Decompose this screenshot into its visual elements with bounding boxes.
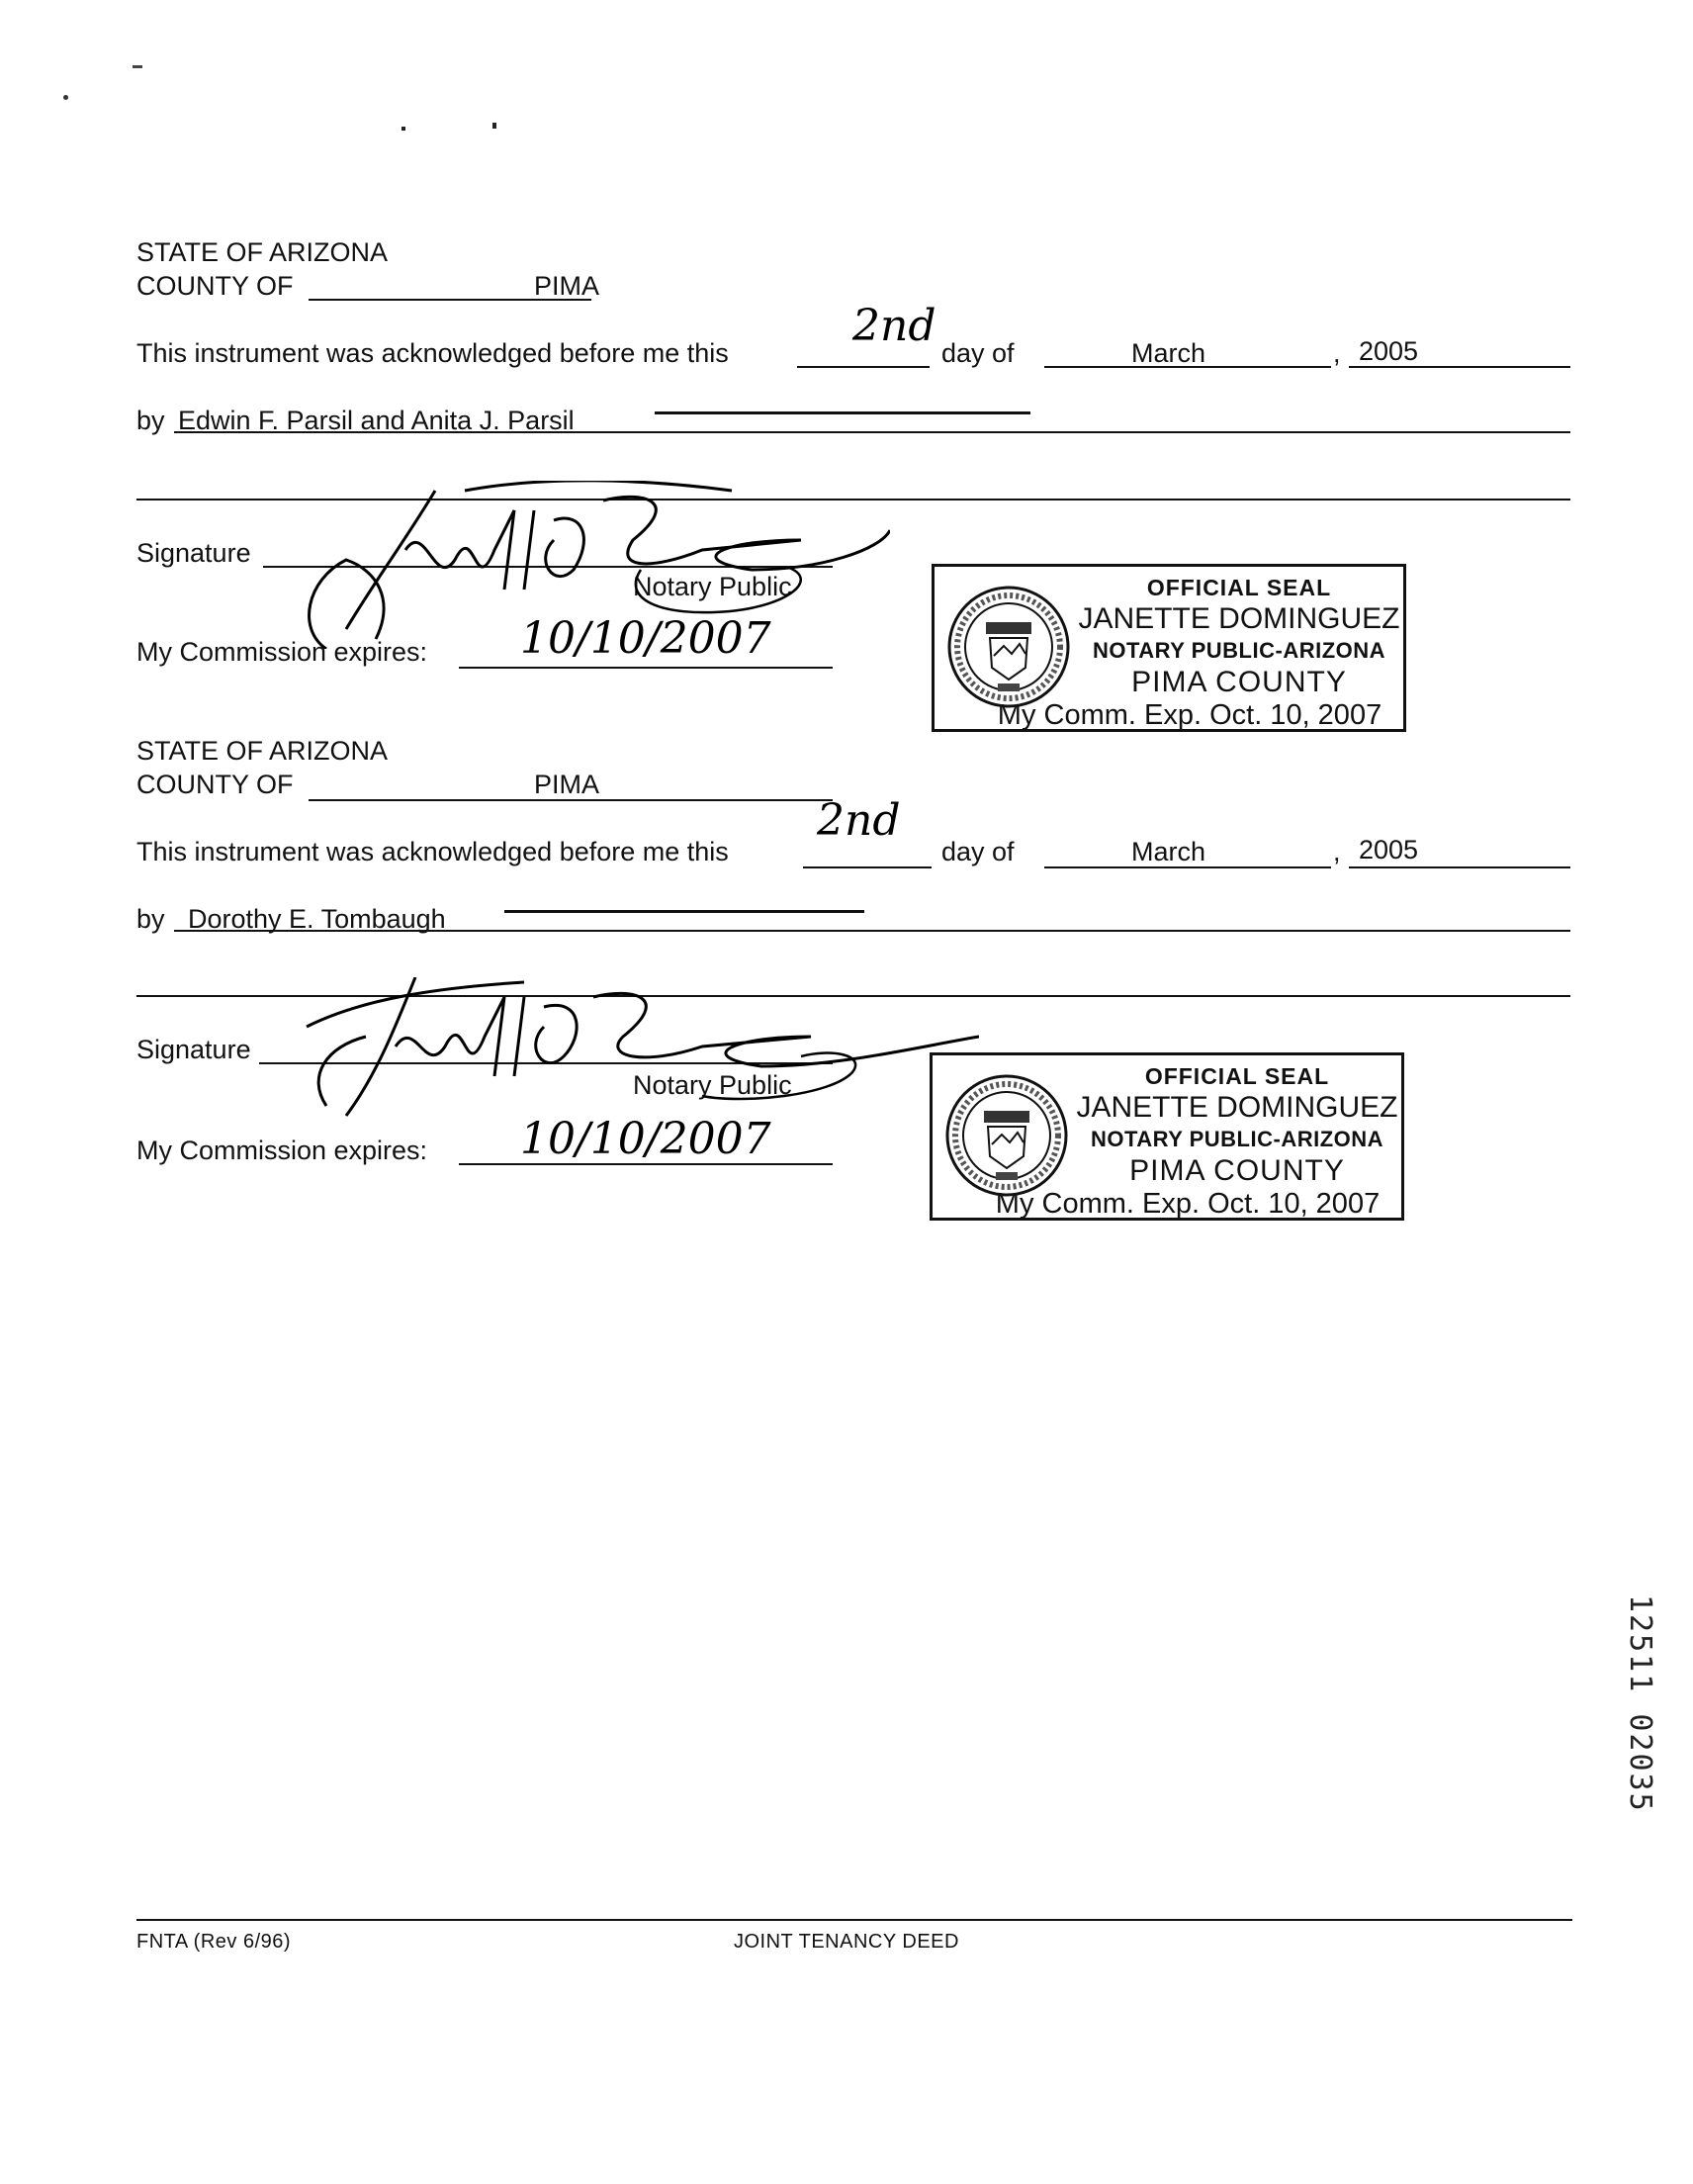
by-label: by: [136, 904, 165, 934]
handwritten-commission-date: 10/10/2007: [520, 1114, 771, 1164]
notary-signature-2: [287, 977, 979, 1126]
scan-speck: [401, 127, 405, 131]
seal-county: PIMA COUNTY: [1131, 666, 1347, 698]
state-label: STATE OF ARIZONA: [136, 237, 389, 267]
seal-title: OFFICIAL SEAL: [1146, 575, 1332, 600]
county-label: COUNTY OF: [136, 770, 294, 799]
seal-county: PIMA COUNTY: [1129, 1154, 1345, 1187]
handwritten-commission-date: 10/10/2007: [520, 613, 771, 664]
county-value: PIMA: [534, 271, 600, 301]
seal-role: NOTARY PUBLIC-ARIZONA: [1092, 638, 1386, 663]
document-title: JOINT TENANCY DEED: [734, 1931, 959, 1953]
form-code: FNTA (Rev 6/96): [136, 1931, 292, 1953]
year-separator: ,: [1333, 338, 1341, 368]
by-label: by: [136, 406, 165, 435]
document-recording-number: 12511 02035: [1623, 1594, 1657, 1813]
scan-speck: [492, 123, 496, 129]
footer-rule: [136, 1919, 1572, 1921]
year-value: 2005: [1359, 835, 1419, 864]
seal-notary-name: JANETTE DOMINGUEZ: [1078, 602, 1400, 635]
scan-speck: [63, 95, 68, 100]
day-of-text: day of: [941, 837, 1015, 866]
commission-label: My Commission expires:: [136, 637, 428, 667]
notary-public-label: Notary Public: [633, 572, 792, 601]
notary-seal-2: [930, 1052, 1404, 1221]
acknowledging-parties: Dorothy E. Tombaugh: [188, 904, 446, 934]
month-value: March: [1131, 338, 1206, 368]
acknowledgment-text: This instrument was acknowledged before me this: [136, 338, 729, 368]
seal-notary-name: JANETTE DOMINGUEZ: [1076, 1091, 1398, 1124]
seal-role: NOTARY PUBLIC-ARIZONA: [1090, 1127, 1384, 1151]
acknowledging-parties: Edwin F. Parsil and Anita J. Parsil: [178, 406, 575, 435]
commission-label: My Commission expires:: [136, 1136, 428, 1165]
acknowledgment-text: This instrument was acknowledged before me this: [136, 837, 729, 866]
county-value: PIMA: [534, 770, 600, 799]
signature-label: Signature: [136, 1035, 251, 1064]
seal-expiry: My Comm. Exp. Oct. 10, 2007: [997, 699, 1382, 731]
month-value: March: [1131, 837, 1206, 866]
seal-title: OFFICIAL SEAL: [1144, 1063, 1330, 1089]
handwritten-day: 2nd: [852, 301, 936, 351]
year-separator: ,: [1333, 837, 1341, 866]
notary-public-loop: [682, 1045, 870, 1106]
notary-public-loop: [621, 560, 819, 619]
seal-expiry: My Comm. Exp. Oct. 10, 2007: [995, 1188, 1381, 1220]
notary-public-label: Notary Public: [633, 1070, 792, 1100]
signature-label: Signature: [136, 538, 251, 568]
notary-seal-1: [932, 564, 1406, 732]
state-seal-emblem-icon: [944, 1073, 1069, 1198]
day-of-text: day of: [941, 338, 1015, 368]
year-value: 2005: [1359, 336, 1419, 366]
county-label: COUNTY OF: [136, 271, 294, 301]
state-label: STATE OF ARIZONA: [136, 736, 389, 766]
handwritten-day: 2nd: [817, 795, 901, 846]
state-seal-emblem-icon: [946, 585, 1071, 709]
scan-speck: [133, 65, 142, 68]
